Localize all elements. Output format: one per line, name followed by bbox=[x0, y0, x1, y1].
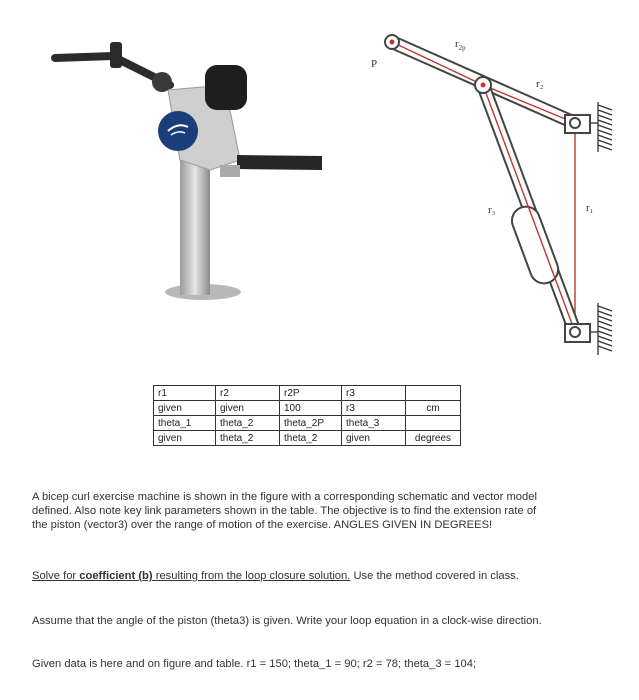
table-cell bbox=[406, 386, 461, 401]
problem-description: A bicep curl exercise machine is shown in the figure with a corresponding schematic and vector model defined. Also note key link parameters shown in the table. The objective is to find the extension rate of the piston (vector3) over the range of motion of the exercise. ANGLES GIVEN IN DEGREES! bbox=[32, 491, 537, 531]
label-r2: r₂ bbox=[536, 78, 544, 90]
vector-r2p bbox=[392, 42, 483, 85]
table-row bbox=[154, 416, 461, 431]
table-cell: r1 bbox=[154, 386, 216, 401]
mechanism-schematic bbox=[360, 20, 639, 360]
label-p: P bbox=[371, 58, 378, 70]
joint-p-center bbox=[390, 40, 395, 45]
table-cell: given bbox=[216, 401, 280, 416]
table-cell: r3 bbox=[342, 386, 406, 401]
table-cell: theta_2 bbox=[280, 431, 342, 446]
table-cell: theta_2 bbox=[216, 416, 280, 431]
solve-prefix: Solve for bbox=[32, 570, 80, 582]
given-data-text: Given data is here and on figure and table. r1 = 150; theta_1 = 90; r2 = 78; theta_3 = 104; bbox=[32, 658, 477, 670]
assumption-text: Assume that the angle of the piston (theta3) is given. Write your loop equation in a clock-wise direction. bbox=[32, 615, 542, 627]
table-row bbox=[154, 386, 461, 401]
table-cell: given bbox=[154, 401, 216, 416]
solve-instruction bbox=[32, 569, 552, 583]
label-r3: r₃ bbox=[488, 204, 496, 216]
table-cell: theta_2P bbox=[280, 416, 342, 431]
solve-suffix: resulting from the loop closure solution. bbox=[152, 570, 351, 582]
seat-pad bbox=[237, 155, 322, 170]
table-cell: r2P bbox=[280, 386, 342, 401]
ground-hatch-top-icon bbox=[590, 102, 612, 152]
table-cell: theta_1 bbox=[154, 416, 216, 431]
table-cell: given bbox=[342, 431, 406, 446]
table-row bbox=[154, 431, 461, 446]
pivot-top-icon bbox=[570, 118, 580, 128]
label-r2p: $r_{2p}$ bbox=[455, 38, 466, 53]
label-r1: r₁ bbox=[586, 202, 594, 214]
seat-bracket bbox=[220, 165, 240, 177]
ground-hatch-bottom-icon bbox=[590, 303, 612, 355]
exercise-machine-image bbox=[40, 30, 340, 310]
table-cell: degrees bbox=[406, 431, 461, 446]
table-row bbox=[154, 401, 461, 416]
table-cell: cm bbox=[406, 401, 461, 416]
pivot-bottom-icon bbox=[570, 327, 580, 337]
table-cell: theta_3 bbox=[342, 416, 406, 431]
arm-pad bbox=[205, 65, 247, 110]
pivot-knob bbox=[152, 72, 172, 92]
table-cell: 100 bbox=[280, 401, 342, 416]
joint-top-center bbox=[481, 83, 486, 88]
table-cell: given bbox=[154, 431, 216, 446]
solve-method: Use the method covered in class. bbox=[350, 570, 519, 582]
table-cell bbox=[406, 416, 461, 431]
parameter-table bbox=[153, 385, 461, 446]
brand-logo bbox=[158, 111, 198, 151]
table-cell: r2 bbox=[216, 386, 280, 401]
table-cell: theta_2 bbox=[216, 431, 280, 446]
handle-grip bbox=[110, 42, 122, 68]
table-cell: r3 bbox=[342, 401, 406, 416]
solve-coefficient: coefficient (b) bbox=[79, 570, 153, 582]
